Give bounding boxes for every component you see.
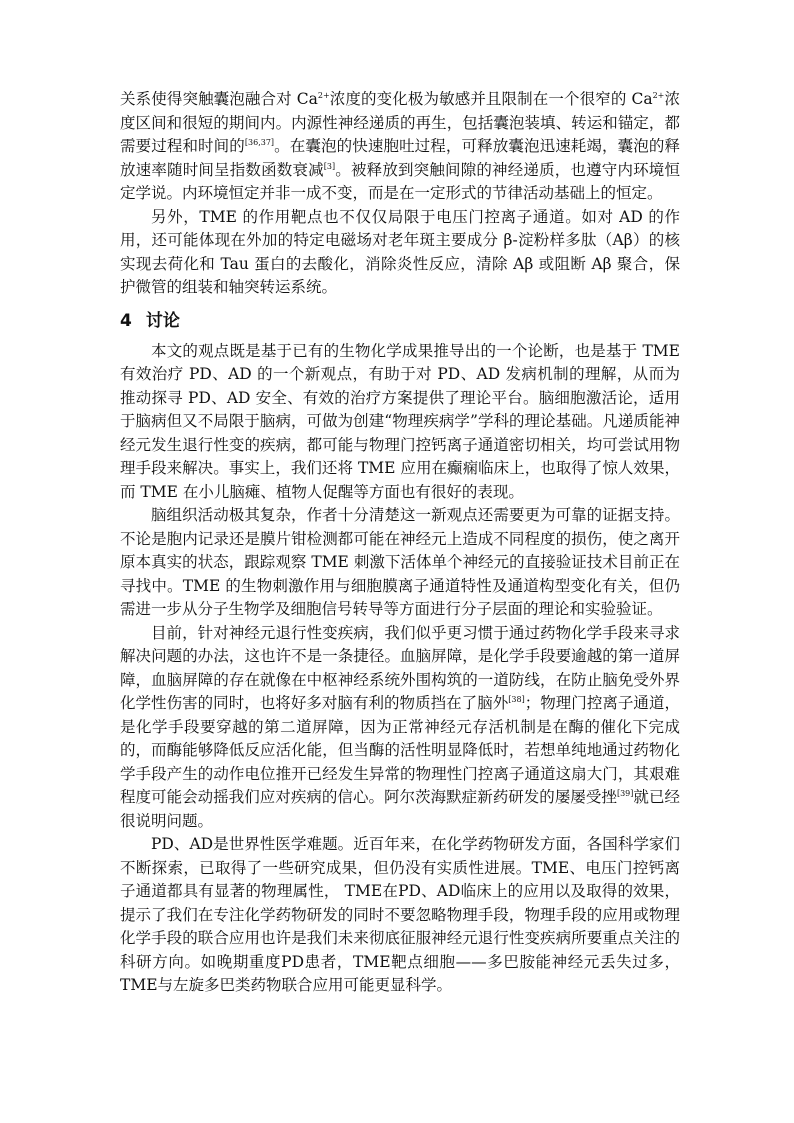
text-run: 。被释放到突触间隙的神经递质，也遵守内环境恒定学说。内环境恒定并非一成不变，而是在一定形式的节律活动基础上的恒定。 [120,160,680,202]
superscript: 2+ [652,90,665,100]
citation-ref: [3] [323,161,336,171]
text-run: 浓度区间和很短的期间内。内源性神经递质的再生，包括囊泡装填、转运和锚定，都需要过程和时间的 [120,90,681,155]
section-heading [120,308,680,334]
citation-ref: [39] [616,788,634,798]
section-title: 讨论 [145,310,180,331]
paragraph-tme-targets: 另外，TME 的作用靶点也不仅仅局限于电压门控离子通道。如对 AD 的作用，还可能体现在外加的特定电磁场对老年斑主要成分 β-淀粉样多肽（Aβ）的核实现去荷化和 Tau 蛋白的去酸化，消除炎性反应，清除 Aβ 或阻断 Aβ 聚合，保护微管的组装和轴突转运系统。 [120,207,680,296]
paragraph-discussion-4: PD、AD是世界性医学难题。近百年来，在化学药物研发方面，各国科学家们不断探索，已取得了一些研究成果，但仍没有实质性进展。TME、电压门控钙离子通道都具有显著的物理属性， TME在PD、AD临床上的应用以及取得的效果，提示了我们在专注化学药物研发的同时不要忽略物理手段，物理手段的应用或物理化学手段的联合应用也许是我们未来彻底征服神经元退行性变疾病所要重点关注的科研方向。如晚期重度PD患者，TME靶点细胞——多巴胺能神经元丢失过多，TME与左旋多巴类药物联合应用可能更显科学。 [120,835,680,994]
paragraph-discussion-1: 本文的观点既是基于已有的生物化学成果推导出的一个论断，也是基于 TME 有效治疗 PD、AD 的一个新观点，有助于对 PD、AD 发病机制的理解，从而为推动探寻 PD、AD 安全、有效的治疗方案提供了理论平台。脑细胞激活论，适用于脑病但又不局限于脑病，可做为创建“物理疾病学”学科的理论基础。凡递质能神经元发生退行性变的疾病，都可能与物理门控钙离子通道密切相关，均可尝试用物理手段来解决。事实上，我们还将 TME 应用在癫痫临床上，也取得了惊人效果，而 TME 在小儿脑瘫、植物人促醒等方面也有很好的表现。 [120,341,680,501]
citation-ref: [36,37] [244,137,275,147]
text-run: 浓度的变化极为敏感并且限制在一个很窄的 Ca [329,90,653,108]
paper-page [120,88,680,998]
superscript: 2+ [317,90,330,100]
text-run: 。在囊泡的快速胞吐过程，可释放囊泡迅速耗竭，囊泡的释放速率随时间呈指数函数衰减 [120,137,680,179]
paragraph-discussion-3 [120,622,680,834]
paragraph-discussion-2: 脑组织活动极其复杂，作者十分清楚这一新观点还需要更为可靠的证据支持。不论是胞内记录还是膜片钳检测都可能在神经元上造成不同程度的损伤，使之离开原本真实的状态，跟踪观察 TME 刺激下活体单个神经元的直接验证技术目前正在寻找中。TME 的生物刺激作用与细胞膜离子通道特性及通道构型变化有关，但仍需进一步从分子生物学及细胞信号转导等方面进行分子层面的理论和实验验证。 [120,506,680,618]
paragraph-continuation [120,88,680,206]
text-run: 就已经很说明问题。 [120,788,680,830]
text-run: 目前，针对神经元退行性变疾病，我们似乎更习惯于通过药物化学手段来寻求解决问题的办法，这也许不是一条捷径。血脑屏障，是化学手段要逾越的第一道屏障，血脑屏障的存在就像在中枢神经系统外围构筑的一道防线，在防止脑免受外界化学性伤害的同时，也将好多对脑有利的物质挡在了脑外 [120,623,680,712]
citation-ref: [38] [508,694,525,704]
text-run: ；物理门控离子通道，是化学手段要穿越的第二道屏障，因为正常神经元存活机制是在酶的催化下完成的，而酶能够降低反应活化能，但当酶的活性明显降低时，若想单纯地通过药物化学手段产生的动作电位推开已经发生异常的物理性门控离子通道这扇大门，其艰难程度可能会动摇我们应对疾病的信心。阿尔茨海默症新药研发的屡屡受挫 [120,694,680,806]
section-number: 4 [120,310,132,331]
text-run: 关系使得突触囊泡融合对 Ca [120,90,318,108]
